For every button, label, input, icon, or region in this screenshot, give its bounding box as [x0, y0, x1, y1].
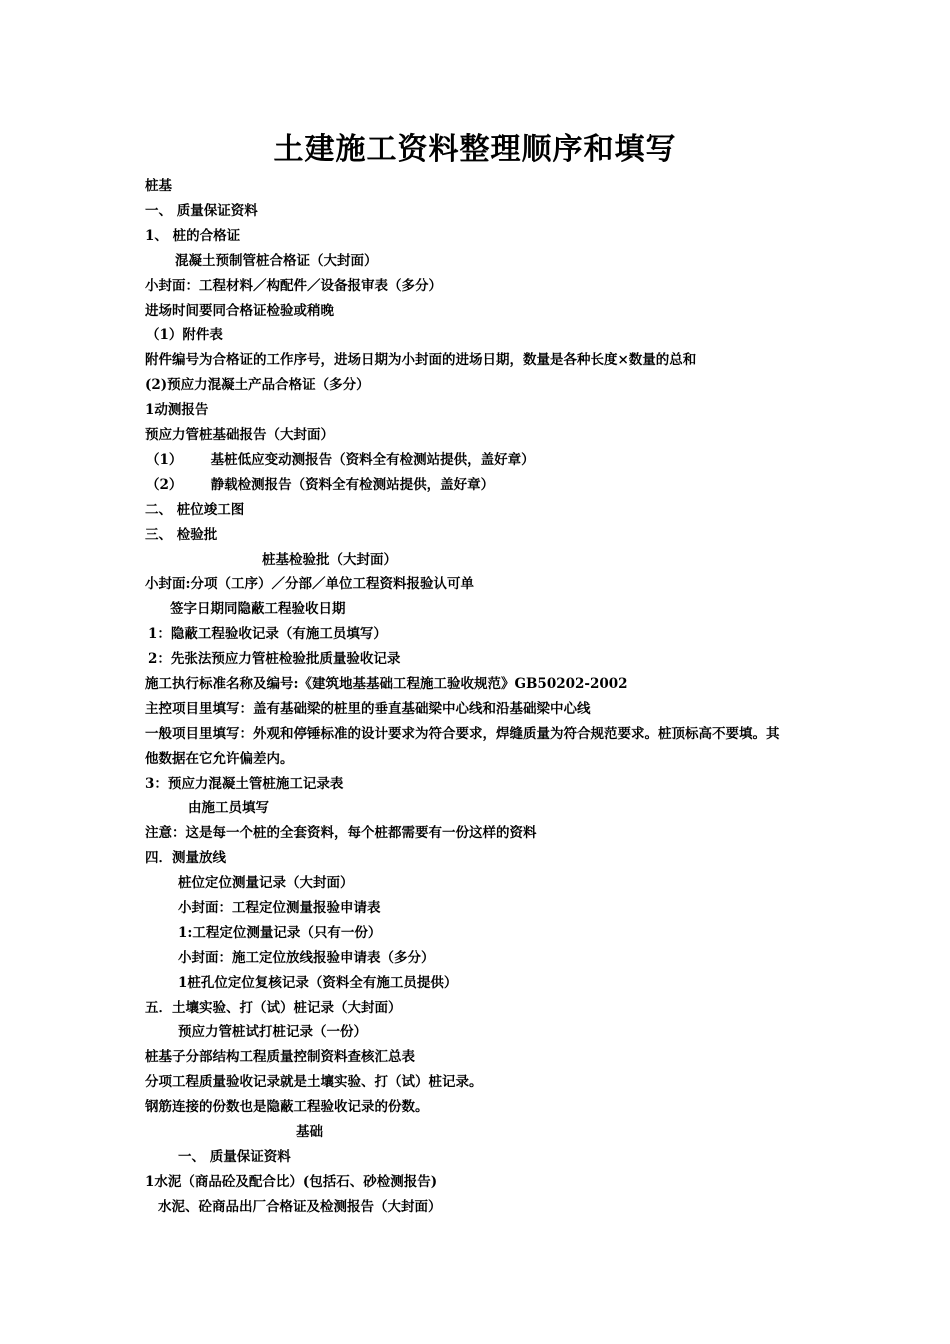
- text-line: 小封面:分项（工序）／分部／单位工程资料报验认可单: [145, 576, 474, 592]
- text-line: 1桩孔位定位复核记录（资料全有施工员提供）: [178, 975, 458, 991]
- text-line: 桩基检验批（大封面）: [262, 552, 397, 568]
- text-line: 桩位定位测量记录（大封面）: [178, 875, 354, 891]
- text-line: 小封面：工程定位测量报验申请表: [178, 900, 381, 916]
- section-heading: 四．测量放线: [145, 850, 226, 866]
- text-line: （1） 基桩低应变动测报告（资料全有检测站提供，盖好章）: [146, 452, 535, 468]
- text-line: 混凝土预制管桩合格证（大封面）: [175, 253, 378, 269]
- text-line: 由施工员填写: [188, 800, 269, 816]
- section-heading: 桩基: [145, 178, 172, 194]
- text-line: 2：先张法预应力管桩检验批质量验收记录: [148, 651, 401, 667]
- text-line: 1动测报告: [145, 402, 209, 418]
- text-line: 一般项目里填写：外观和停锤标准的设计要求为符合要求，焊缝质量为符合规范要求。桩顶标高不要填。其: [145, 726, 780, 742]
- section-heading: 二、 桩位竣工图: [145, 502, 245, 518]
- text-line: 预应力管桩基础报告（大封面）: [145, 427, 334, 443]
- text-line: 1:工程定位测量记录（只有一份）: [178, 925, 382, 941]
- section-heading: 一、 质量保证资料: [145, 203, 258, 219]
- text-line: 注意：这是每一个桩的全套资料，每个桩都需要有一份这样的资料: [145, 825, 537, 841]
- document-title: 土建施工资料整理顺序和填写: [273, 132, 677, 167]
- section-heading: 三、 检验批: [145, 527, 218, 543]
- text-line: 他数据在它允许偏差内。: [145, 751, 294, 767]
- text-line: （2） 静载检测报告（资料全有检测站提供，盖好章）: [146, 477, 495, 493]
- text-line: 预应力管桩试打桩记录（一份）: [178, 1024, 367, 1040]
- text-line: 主控项目里填写：盖有基础梁的桩里的垂直基础梁中心线和沿基础梁中心线: [145, 701, 591, 717]
- section-heading: 五．土壤实验、打（试）桩记录（大封面）: [145, 1000, 402, 1016]
- text-line: 1、 桩的合格证: [145, 228, 241, 244]
- text-line: 1水泥（商品砼及配合比）(包括石、砂检测报告): [145, 1174, 438, 1190]
- text-line: 分项工程质量验收记录就是土壤实验、打（试）桩记录。: [145, 1074, 483, 1090]
- text-line: 施工执行标准名称及编号:《建筑地基基础工程施工验收规范》GB50202-2002: [145, 676, 628, 692]
- text-line: 水泥、砼商品出厂合格证及检测报告（大封面）: [158, 1199, 442, 1215]
- text-line: 小封面：施工定位放线报验申请表（多分）: [178, 950, 435, 966]
- text-line: 桩基子分部结构工程质量控制资料查核汇总表: [145, 1049, 415, 1065]
- section-heading: 基础: [296, 1124, 323, 1140]
- text-line: 附件编号为合格证的工作序号，进场日期为小封面的进场日期，数量是各种长度×数量的总和: [145, 352, 697, 368]
- text-line: 钢筋连接的份数也是隐蔽工程验收记录的份数。: [145, 1099, 429, 1115]
- text-line: (2)预应力混凝土产品合格证（多分）: [145, 377, 370, 393]
- text-line: （1）附件表: [146, 327, 223, 343]
- text-line: 1：隐蔽工程验收记录（有施工员填写）: [148, 626, 387, 642]
- section-heading: 一、 质量保证资料: [178, 1149, 291, 1165]
- text-line: 签字日期同隐蔽工程验收日期: [170, 601, 346, 617]
- text-line: 进场时间要同合格证检验或稍晚: [145, 303, 334, 319]
- text-line: 小封面：工程材料／构配件／设备报审表（多分）: [145, 278, 442, 294]
- text-line: 3：预应力混凝土管桩施工记录表: [145, 776, 344, 792]
